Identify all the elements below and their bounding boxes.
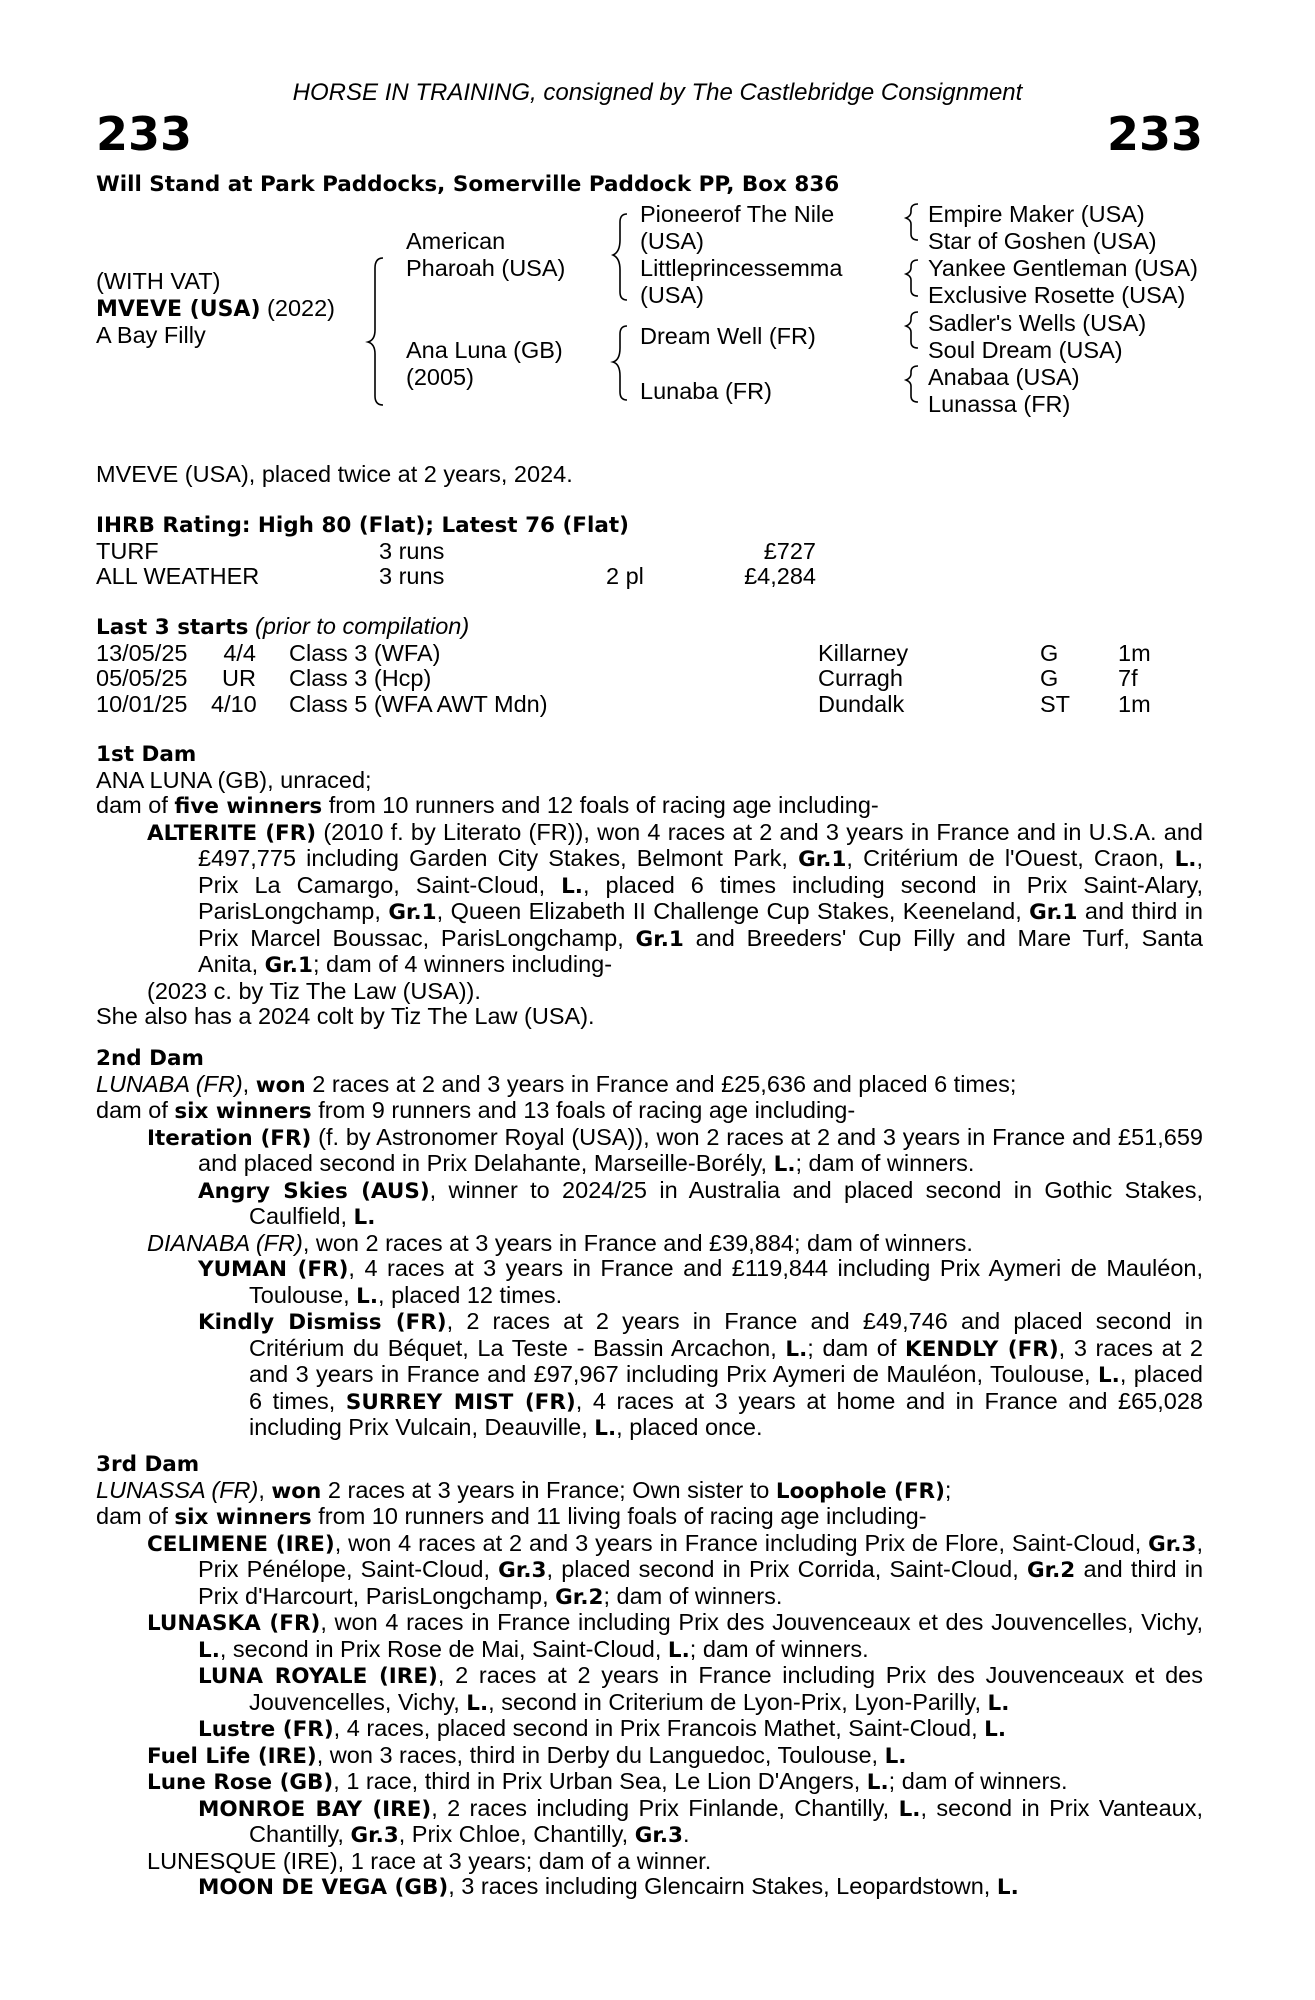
dam-line1: Ana Luna (GB) [406,337,563,363]
iteration-entry [147,1123,1203,1178]
dianaba-entry [147,1231,1203,1257]
start-date: 10/01/25 [96,690,188,717]
lunaska-entry [147,1609,1203,1663]
listed: L. [667,1637,690,1663]
start-date: 05/05/25 [96,665,188,691]
lustre-entry [198,1715,1203,1743]
first-dam-line: ANA LUNA (GB), unraced; [96,766,372,793]
gg-3: Yankee Gentleman (USA) [928,255,1198,281]
horse-year: (2022) [267,295,335,321]
sire-sire-line1: Pioneerof The Nile [640,201,835,227]
horse-name: LUNASKA (FR) [147,1611,321,1636]
text: ; dam of winners. [888,1768,1068,1794]
first-dam-produce-line [96,793,1203,820]
winners-count: six winners [174,1505,312,1530]
rating-placed: 2 pl [606,563,644,589]
text: , placed 6 times including second in Prix Saint-Alary, ParisLongchamp, [198,871,1203,924]
horse-name: MVEVE (USA) [96,297,261,322]
listed: L. [198,1637,220,1663]
listed: L. [1097,1363,1120,1388]
text: , 1 race, third in Prix Urban Sea, Le Lion D'Angers, [333,1768,867,1794]
horse-name: YUMAN (FR) [198,1257,349,1282]
rating-surface: ALL WEATHER [96,563,260,589]
text: , 3 races including Glencairn Stakes, Leopardstown, [448,1873,997,1899]
consignment-header: HORSE IN TRAINING, consigned by The Castlebridge Consignment [292,79,1023,106]
text: ; dam of winners. [603,1582,783,1609]
sire-dam-line1: Littleprincessemma [640,255,843,281]
third-dam-section [96,1452,1203,1901]
text: , Queen Elizabeth II Challenge Cup Stakes, Keeneland, [436,898,1030,924]
text: from 10 runners and 11 living foals of racing age including- [311,1503,927,1529]
rating-row-aw [96,564,1203,590]
listed: L. [353,1205,376,1230]
listed: L. [594,1416,617,1441]
text: , Prix La Camargo, Saint-Cloud, [198,845,1203,898]
won: won [271,1478,322,1504]
vat-note: (WITH VAT) [96,268,221,294]
lot-number-left: 233 [96,107,193,161]
start-row [96,692,1203,718]
dam-name: LUNASSA (FR) [96,1476,259,1503]
text: , 4 races at 3 years in France and £119,844 including Prix Aymeri de Mauléon, Toulouse, [249,1255,1204,1308]
text: ; dam of winners. [689,1635,869,1662]
start-row [96,641,1203,667]
start-date: 13/05/25 [96,639,188,666]
text: , second in Criterium de Lyon-Prix, Lyon-Parilly, [488,1688,988,1715]
text: , placed once. [616,1414,763,1440]
dam-sire: Dream Well (FR) [640,323,816,349]
text: , winner to 2024/25 in Australia and placed second in Gothic Stakes, Caulfield, [249,1176,1203,1229]
angry-skies-entry [198,1176,1203,1231]
start-distance: 1m [1118,639,1151,666]
text: , won 4 races in France including Prix des Jouvenceaux et des Jouvencelles, Vichy, [320,1609,1203,1635]
grade: Gr.2 [1026,1558,1076,1583]
gg-7: Anabaa (USA) [928,364,1080,390]
grade: Gr.2 [555,1584,604,1610]
third-dam-heading: 3rd Dam [96,1452,200,1477]
listed: L. [785,1336,808,1362]
listed: L. [987,1690,1010,1716]
first-dam-section [96,742,1203,1030]
text: , 2 races at 2 years in France and £49,746 and placed second in Critérium du Béquet, La Teste - Bassin Arcachon, [249,1308,1204,1361]
rating-section [96,513,1203,590]
text: 2 races at 3 years in France; Own sister to [321,1476,776,1503]
rating-surface: TURF [96,537,159,564]
sire-line2: Pharoah (USA) [406,255,566,281]
text: , [258,1476,272,1503]
horse-name: MOON DE VEGA (GB) [198,1875,449,1900]
gg-6: Soul Dream (USA) [928,337,1123,363]
text: , won 3 races, third in Derby du Languedoc, Toulouse, [316,1741,885,1768]
grade: Gr.3 [634,1823,684,1848]
horse-name: SURREY MIST (FR) [345,1389,576,1415]
last-starts-heading [96,614,1203,641]
gg-2: Star of Goshen (USA) [928,228,1157,254]
listed: L. [561,873,583,899]
horse-name: Loophole (FR) [775,1478,945,1504]
sire-dam-line2: (USA) [640,282,704,308]
horse-name: ALTERITE (FR) [147,820,317,846]
lot-number-right: 233 [1106,107,1203,161]
text: , Prix Chloe, Chantilly, [398,1821,635,1847]
grade: Gr.1 [798,847,847,872]
text: (f. by Astronomer Royal (USA)), won 2 races at 2 and 3 years in France and £51,659 and placed second in Prix Delahante, Marseille-Borély, [198,1123,1203,1176]
fuel-life-entry [147,1741,1203,1770]
winners-count: six winners [174,1099,312,1124]
horse-name: DIANABA (FR) [147,1229,303,1256]
last-starts-title: Last 3 starts [96,615,249,640]
grade: Gr.3 [350,1823,399,1848]
listed: L. [1174,847,1197,872]
sire-sire-line2: (USA) [640,228,704,254]
rating-earnings: £4,284 [744,563,816,589]
text: , 4 races, placed second in Prix Francois Mathet, Saint-Cloud, [333,1715,985,1741]
rating-runs: 3 runs [379,563,445,589]
listed: L. [466,1690,489,1716]
second-dam-section [96,1046,1203,1442]
text: , 2 races including Prix Finlande, Chantilly, [431,1794,899,1821]
foal-line: (2023 c. by Tiz The Law (USA)). [147,977,481,1004]
start-race: Class 3 (WFA) [289,639,441,666]
listed: L. [356,1283,379,1309]
start-course: Dundalk [818,690,905,717]
monroe-bay-entry [198,1794,1203,1849]
sire-line1: American [406,228,506,254]
text: , second in Prix Rose de Mai, Saint-Cloud, [219,1635,668,1662]
grade: Gr.3 [1148,1531,1197,1557]
text: ; dam of 4 winners including- [312,951,613,977]
rating-runs: 3 runs [379,537,445,564]
text: and third in Prix d'Harcourt, ParisLongchamp, [198,1556,1204,1609]
start-race: Class 5 (WFA AWT Mdn) [289,690,548,717]
grade: Gr.1 [264,953,313,978]
start-distance: 1m [1118,690,1151,717]
grade: Gr.1 [1029,900,1078,925]
listed: L. [866,1770,889,1795]
grade: Gr.1 [388,900,437,925]
text: , placed 6 times, [249,1361,1203,1414]
dam-dam: Lunaba (FR) [640,378,772,404]
start-position: 4/10 [211,690,257,717]
third-dam-produce-line [96,1504,1203,1531]
second-dam-produce-line [96,1098,1203,1125]
start-distance: 7f [1118,665,1138,691]
horse-description: A Bay Filly [96,322,206,348]
start-row [96,666,1203,692]
horse-name: Lune Rose (GB) [147,1770,334,1795]
horse-name: KENDLY (FR) [905,1336,1059,1362]
first-dam-heading: 1st Dam [96,742,197,767]
text: , 3 races at 2 and 3 years in France and £97,967 including Prix Aymeri de Mauléon, Toulouse, [249,1334,1203,1387]
text: , placed second in Prix Corrida, Saint-Cloud, [546,1556,1027,1582]
dam-name: LUNABA (FR) [96,1070,243,1097]
text: , won 2 races at 3 years in France and £39,884; dam of winners. [302,1229,973,1256]
start-position: 4/4 [223,639,256,666]
grade: Gr.3 [498,1558,547,1583]
celimene-entry [147,1529,1204,1611]
start-course: Curragh [818,665,903,691]
start-going: ST [1040,690,1071,717]
text: , placed 12 times. [378,1281,563,1308]
grade: Gr.1 [635,926,684,952]
text: , won 4 races at 2 and 3 years in France including Prix de Flore, Saint-Cloud, [334,1529,1149,1556]
start-going: G [1040,639,1059,666]
horse-name: MONROE BAY (IRE) [198,1796,432,1822]
luna-royale-entry [198,1662,1203,1716]
gg-8: Lunassa (FR) [928,391,1071,417]
second-dam-heading: 2nd Dam [96,1046,204,1071]
alterite-entry [147,818,1203,979]
rating-row-turf [96,539,1203,565]
listed: L. [884,1743,907,1769]
won: won [255,1072,306,1098]
start-position: UR [222,665,256,691]
text: dam of [96,1503,175,1529]
stabling-info: Will Stand at Park Paddocks, Somerville Paddock PP, Box 836 [96,172,840,197]
start-race: Class 3 (Hcp) [289,665,432,691]
text: ; [944,1476,952,1503]
horse-name: Angry Skies (AUS) [198,1178,430,1204]
text: , 2 races at 2 years in France including Prix des Jouvenceaux et des Jouvencelles, Vichy, [249,1662,1203,1715]
text: , [242,1070,256,1097]
horse-name: Iteration (FR) [147,1125,312,1151]
colt-line: She also has a 2024 colt by Tiz The Law (USA). [96,1003,595,1029]
text: (2010 f. by Literato (FR)), won 4 races at 2 and 3 years in France and in U.S.A. and £497,775 including Garden City Stakes, Belmont Park, [198,818,1203,871]
text: . [683,1821,690,1847]
text: from 9 runners and 13 foals of racing age including- [311,1097,856,1123]
text: , 4 races at 3 years at home and in France and £65,028 including Prix Vulcain, Deauville, [249,1387,1203,1440]
text: , Prix Pénélope, Saint-Cloud, [198,1529,1203,1582]
last-starts-section [96,614,1203,717]
horse-name: Kindly Dismiss (FR) [198,1310,447,1335]
text: from 10 runners and 12 foals of racing age including- [322,792,879,818]
text: , Critérium de l'Ouest, Craon, [846,845,1175,871]
horse-name: LUNA ROYALE (IRE) [198,1664,438,1689]
rating-earnings: £727 [763,537,816,564]
dam-line2: (2005) [406,364,474,390]
text: , second in Prix Vanteaux, Chantilly, [249,1794,1203,1847]
second-dam-line [96,1072,1203,1099]
last-starts-note: (prior to compilation) [255,613,470,639]
gg-4: Exclusive Rosette (USA) [928,282,1186,308]
gg-5: Sadler's Wells (USA) [928,310,1147,336]
gg-1: Empire Maker (USA) [928,201,1145,227]
third-dam-line [96,1478,1203,1505]
yuman-entry [198,1255,1204,1309]
horse-name: CELIMENE (IRE) [147,1531,335,1557]
start-going: G [1040,665,1059,691]
kindly-dismiss-entry [198,1308,1204,1442]
rating-title: IHRB Rating: High 80 (Flat); Latest 76 (Flat) [96,513,629,538]
text: dam of [96,1097,175,1123]
horse-name: Fuel Life (IRE) [147,1743,317,1769]
lunesque-entry: LUNESQUE (IRE), 1 race at 3 years; dam of a winner. [147,1847,712,1874]
text: and third in Prix Marcel Boussac, ParisLongchamp, [198,898,1203,951]
text: dam of [96,792,175,818]
text: 2 races at 2 and 3 years in France and £25,636 and placed 6 times; [305,1070,1017,1097]
listed: L. [996,1875,1019,1900]
lune-rose-entry [147,1768,1203,1796]
winners-count: five winners [174,794,323,819]
horse-name: Lustre (FR) [198,1717,334,1742]
race-summary: MVEVE (USA), placed twice at 2 years, 2024. [96,461,573,487]
text: ; dam of winners. [795,1150,975,1176]
text: and Breeders' Cup Filly and Mare Turf, Santa Anita, [198,924,1203,977]
start-course: Killarney [818,639,909,666]
text: ; dam of [807,1334,906,1361]
listed: L. [773,1152,796,1177]
listed: L. [984,1717,1007,1742]
listed: L. [898,1796,921,1822]
moon-de-vega-entry [198,1873,1203,1901]
